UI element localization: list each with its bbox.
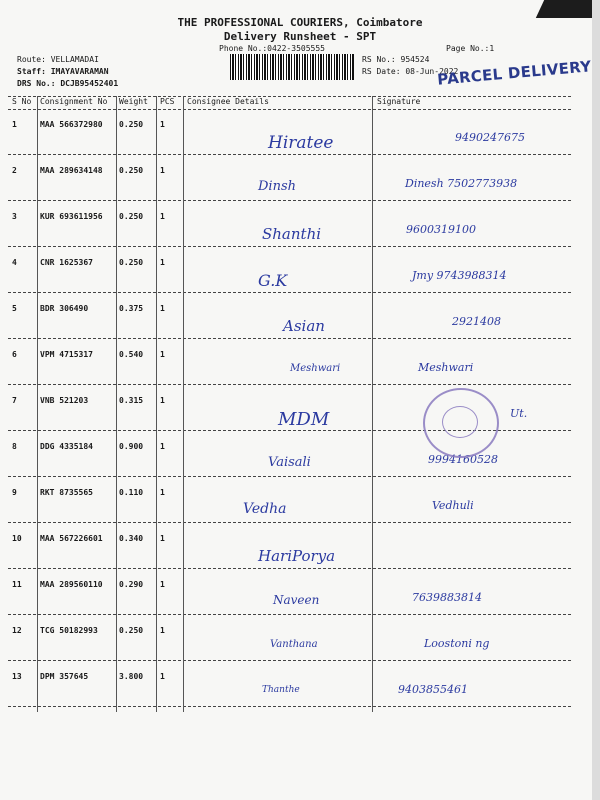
row-separator bbox=[8, 522, 571, 523]
serial-number-cell: 13 bbox=[12, 672, 22, 681]
signature-cell: Loostoni ng bbox=[424, 637, 490, 650]
signature-cell: 9490247675 bbox=[455, 131, 525, 144]
column-divider bbox=[372, 96, 373, 712]
consignment-number-cell: BDR 306490 bbox=[40, 304, 89, 313]
column-divider bbox=[183, 96, 184, 712]
consignment-number-cell: VNB 521203 bbox=[40, 396, 89, 405]
route-label: Route: VELLAMADAI bbox=[17, 55, 99, 64]
serial-number-cell: 4 bbox=[12, 258, 17, 267]
column-divider bbox=[156, 96, 157, 712]
weight-cell: 0.250 bbox=[119, 626, 144, 635]
row-separator bbox=[8, 614, 571, 615]
table-top-rule bbox=[8, 96, 571, 97]
consignment-number-cell: MAA 567226601 bbox=[40, 534, 103, 543]
weight-cell: 0.340 bbox=[119, 534, 144, 543]
pcs-cell: 1 bbox=[160, 626, 165, 635]
pcs-cell: 1 bbox=[160, 442, 165, 451]
pcs-cell: 1 bbox=[160, 212, 165, 221]
consignee-handwritten-name: G.K bbox=[258, 271, 288, 290]
row-separator bbox=[8, 246, 571, 247]
col-head-consignee: Consignee Details bbox=[187, 97, 269, 106]
document-subtitle: Delivery Runsheet - SPT bbox=[223, 30, 377, 43]
weight-cell: 0.315 bbox=[119, 396, 144, 405]
consignee-handwritten-name: Thanthe bbox=[262, 685, 300, 695]
signature-cell: 2921408 bbox=[452, 315, 501, 328]
consignment-number-cell: MAA 566372980 bbox=[40, 120, 103, 129]
row-separator bbox=[8, 660, 571, 661]
consignee-handwritten-name: Meshwari bbox=[290, 363, 341, 374]
consignee-handwritten-name: Asian bbox=[283, 317, 325, 335]
consignment-number-cell: KUR 693611956 bbox=[40, 212, 103, 221]
consignment-number-cell: TCG 50182993 bbox=[40, 626, 98, 635]
consignment-number-cell: VPM 4715317 bbox=[40, 350, 93, 359]
serial-number-cell: 6 bbox=[12, 350, 17, 359]
weight-cell: 3.800 bbox=[119, 672, 144, 681]
pcs-cell: 1 bbox=[160, 534, 165, 543]
pcs-cell: 1 bbox=[160, 580, 165, 589]
weight-cell: 0.250 bbox=[119, 258, 144, 267]
weight-cell: 0.250 bbox=[119, 166, 144, 175]
pcs-cell: 1 bbox=[160, 396, 165, 405]
serial-number-cell: 10 bbox=[12, 534, 22, 543]
consignee-handwritten-name: HariPorya bbox=[258, 547, 336, 565]
serial-number-cell: 12 bbox=[12, 626, 22, 635]
rs-date: RS Date: 08-Jun-2022 bbox=[362, 67, 459, 76]
signature-cell: 9994160528 bbox=[428, 453, 498, 466]
table-header-rule bbox=[8, 109, 571, 110]
signature-cell: Jmy 9743988314 bbox=[412, 269, 507, 282]
col-head-weight: Weight bbox=[119, 97, 148, 106]
consignee-handwritten-name: Dinsh bbox=[258, 179, 296, 194]
consignee-handwritten-name: Shanthi bbox=[262, 225, 322, 243]
serial-number-cell: 8 bbox=[12, 442, 17, 451]
row-separator bbox=[8, 292, 571, 293]
parcel-delivery-stamp: PARCEL DELIVERY bbox=[436, 57, 593, 89]
serial-number-cell: 5 bbox=[12, 304, 17, 313]
consignment-number-cell: DDG 4335184 bbox=[40, 442, 93, 451]
pcs-cell: 1 bbox=[160, 672, 165, 681]
phone-number: Phone No.:0422-3505555 bbox=[219, 44, 325, 53]
col-head-consignment: Consignment No bbox=[40, 97, 108, 106]
consignment-number-cell: MAA 289634148 bbox=[40, 166, 103, 175]
row-separator bbox=[8, 384, 571, 385]
pcs-cell: 1 bbox=[160, 166, 165, 175]
company-seal-stamp bbox=[423, 388, 499, 458]
signature-cell: 9403855461 bbox=[398, 683, 468, 696]
weight-cell: 0.110 bbox=[119, 488, 144, 497]
serial-number-cell: 9 bbox=[12, 488, 17, 497]
drs-number: DRS No.: DCJB95452401 bbox=[17, 79, 119, 88]
pcs-cell: 1 bbox=[160, 120, 165, 129]
column-divider bbox=[116, 96, 117, 712]
consignee-handwritten-name: Naveen bbox=[273, 593, 320, 607]
pcs-cell: 1 bbox=[160, 488, 165, 497]
row-separator bbox=[8, 568, 571, 569]
pcs-cell: 1 bbox=[160, 304, 165, 313]
row-separator bbox=[8, 476, 571, 477]
seal-inner-ring bbox=[442, 406, 478, 438]
col-head-signature: Signature bbox=[377, 97, 421, 106]
weight-cell: 0.290 bbox=[119, 580, 144, 589]
pcs-cell: 1 bbox=[160, 350, 165, 359]
pcs-cell: 1 bbox=[160, 258, 165, 267]
serial-number-cell: 2 bbox=[12, 166, 17, 175]
serial-number-cell: 7 bbox=[12, 396, 17, 405]
scan-edge-shadow bbox=[592, 0, 600, 800]
serial-number-cell: 11 bbox=[12, 580, 22, 589]
serial-number-cell: 3 bbox=[12, 212, 17, 221]
consignee-handwritten-name: Vaisali bbox=[268, 455, 311, 470]
consignment-number-cell: RKT 8735565 bbox=[40, 488, 93, 497]
col-head-sno: S No bbox=[12, 97, 32, 106]
staff-label: Staff: IMAYAVARAMAN bbox=[17, 67, 109, 76]
consignee-handwritten-name: MDM bbox=[278, 409, 330, 430]
signature-cell: Ut. bbox=[510, 407, 528, 420]
signature-cell: Vedhuli bbox=[432, 499, 474, 512]
page-number: Page No.:1 bbox=[446, 44, 495, 53]
consignment-number-cell: DPM 357645 bbox=[40, 672, 89, 681]
signature-cell: 7639883814 bbox=[412, 591, 482, 604]
row-separator bbox=[8, 338, 571, 339]
barcode bbox=[230, 54, 354, 80]
consignment-number-cell: CNR 1625367 bbox=[40, 258, 93, 267]
consignee-handwritten-name: Vedha bbox=[243, 501, 287, 517]
weight-cell: 0.375 bbox=[119, 304, 144, 313]
weight-cell: 0.900 bbox=[119, 442, 144, 451]
signature-cell: Dinesh 7502773938 bbox=[405, 177, 518, 190]
consignment-number-cell: MAA 289560110 bbox=[40, 580, 103, 589]
signature-cell: 9600319100 bbox=[406, 223, 476, 236]
rs-number: RS No.: 954524 bbox=[362, 55, 430, 64]
row-separator bbox=[8, 706, 571, 707]
signature-cell: Meshwari bbox=[418, 361, 474, 374]
consignee-handwritten-name: Hiratee bbox=[268, 133, 334, 153]
consignee-handwritten-name: Vanthana bbox=[270, 639, 318, 650]
weight-cell: 0.250 bbox=[119, 212, 144, 221]
company-title: THE PROFESSIONAL COURIERS, Coimbatore bbox=[177, 16, 423, 29]
weight-cell: 0.540 bbox=[119, 350, 144, 359]
serial-number-cell: 1 bbox=[12, 120, 17, 129]
row-separator bbox=[8, 154, 571, 155]
row-separator bbox=[8, 200, 571, 201]
column-divider bbox=[37, 96, 38, 712]
weight-cell: 0.250 bbox=[119, 120, 144, 129]
col-head-pcs: PCS bbox=[160, 97, 175, 106]
